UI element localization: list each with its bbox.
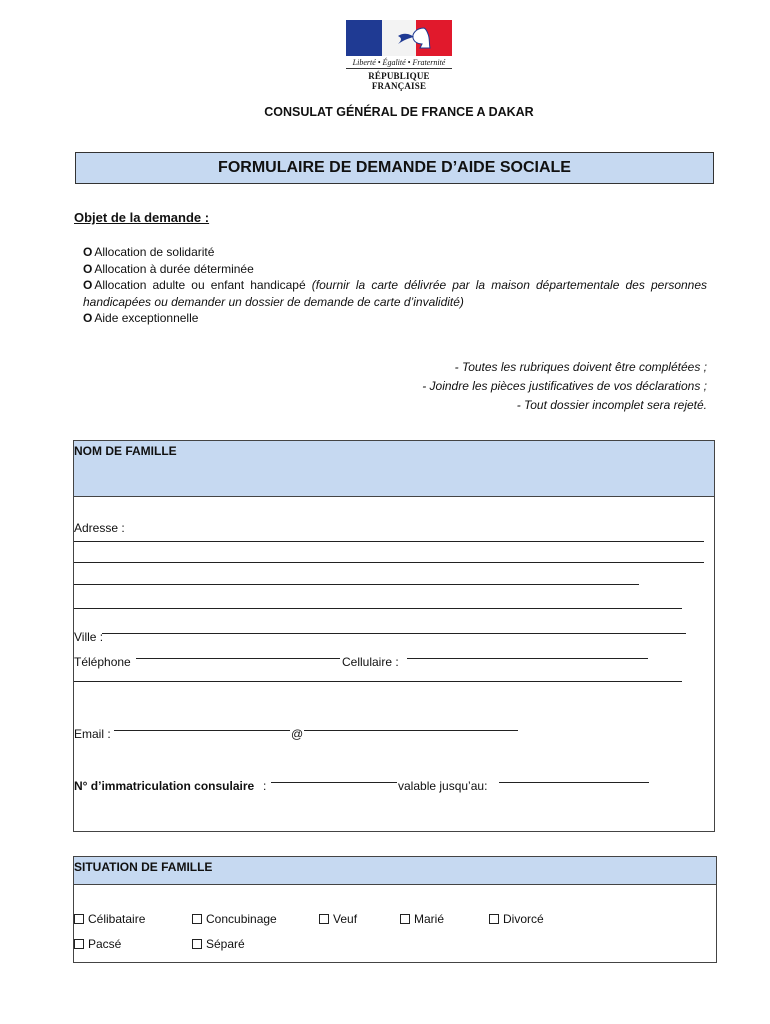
checkbox-label: Célibataire [88,912,146,926]
checkbox-icon [319,914,329,924]
valable-input[interactable] [499,782,649,783]
checkbox-celibataire[interactable] [74,912,145,926]
ville-label: Ville : [74,630,104,644]
checkbox-veuf[interactable] [319,912,357,926]
form-title [75,152,714,184]
telephone-input[interactable] [136,658,340,659]
checkbox-icon [489,914,499,924]
consulat-title: CONSULAT GÉNÉRAL DE FRANCE A DAKAR [264,105,534,119]
checkbox-label: Séparé [206,937,245,951]
option-bullet: O [83,245,93,259]
immat-colon: : [263,779,267,793]
option-duree-determinee[interactable] [83,261,707,278]
email-at: @ [291,727,304,741]
ville-input[interactable] [102,633,686,634]
email-domain-input[interactable] [304,730,518,731]
option-label: Allocation à durée déterminée [94,261,254,276]
immat-input[interactable] [271,782,397,783]
checkbox-marie[interactable] [400,912,444,926]
note-rubriques: - Toutes les rubriques doivent être complétées ; [454,360,707,374]
option-label: Allocation adulte ou enfant handicapé [94,278,306,292]
checkbox-label: Divorcé [503,912,544,926]
motto-divider [346,68,452,69]
valable-label: valable jusqu’au: [398,779,488,793]
adresse-label: Adresse : [74,521,125,535]
checkbox-separe[interactable] [192,937,245,951]
checkbox-icon [74,914,84,924]
option-bullet: O [83,311,93,325]
identity-section [73,440,715,832]
situation-section [73,856,717,963]
option-aide-exceptionnelle[interactable] [83,310,707,327]
option-label: Aide exceptionnelle [94,311,199,325]
checkbox-pacse[interactable] [74,937,121,951]
form-title-text: FORMULAIRE DE DEMANDE D’AIDE SOCIALE [218,159,571,176]
nom-famille-label: NOM DE FAMILLE [74,444,177,458]
cellulaire-input[interactable] [407,658,648,659]
checkbox-label: Concubinage [206,912,277,926]
checkbox-icon [400,914,410,924]
adresse-line-3[interactable] [74,584,639,585]
objet-label: Objet de la demande : [74,210,210,225]
note-pieces: - Joindre les pièces justificatives de vos déclarations ; [422,379,707,393]
option-handicape[interactable] [83,277,707,310]
checkbox-concubinage[interactable] [192,912,277,926]
adresse-line-1[interactable] [74,541,704,542]
option-note: (fournir la carte délivrée par la maison départementale des personnes handicapées ou demander un dossier de demande de carte d’invalidité) [83,278,708,309]
objet-options [83,244,707,327]
immat-label: N° d’immatriculation consulaire [74,779,255,793]
cellulaire-label: Cellulaire : [342,655,399,669]
checkbox-icon [74,939,84,949]
flag-blue-band [346,20,382,56]
option-bullet: O [83,278,93,292]
checkbox-label: Marié [414,912,445,926]
email-user-input[interactable] [114,730,290,731]
email-label: Email : [74,727,111,741]
marianne-icon [396,26,438,50]
checkbox-icon [192,939,202,949]
checkbox-divorce[interactable] [489,912,544,926]
checkbox-label: Veuf [333,912,358,926]
situation-header [74,857,716,885]
adresse-line-2[interactable] [74,562,704,563]
republic-logo [346,20,452,56]
extra-line[interactable] [74,681,682,682]
checkbox-icon [192,914,202,924]
note-incomplet: - Tout dossier incomplet sera rejeté. [516,398,707,412]
motto: Liberté • Égalité • Fraternité [352,58,446,67]
checkbox-label: Pacsé [88,937,122,951]
nom-famille-header[interactable] [74,441,714,497]
option-bullet: O [83,261,93,276]
option-solidarite[interactable] [83,244,707,261]
flag-white-band [382,20,416,56]
telephone-label: Téléphone [74,655,131,669]
situation-label: SITUATION DE FAMILLE [74,860,213,874]
option-label: Allocation de solidarité [94,245,215,259]
adresse-line-4[interactable] [74,608,682,609]
republic-name: RÉPUBLIQUE FRANÇAISE [368,71,430,91]
